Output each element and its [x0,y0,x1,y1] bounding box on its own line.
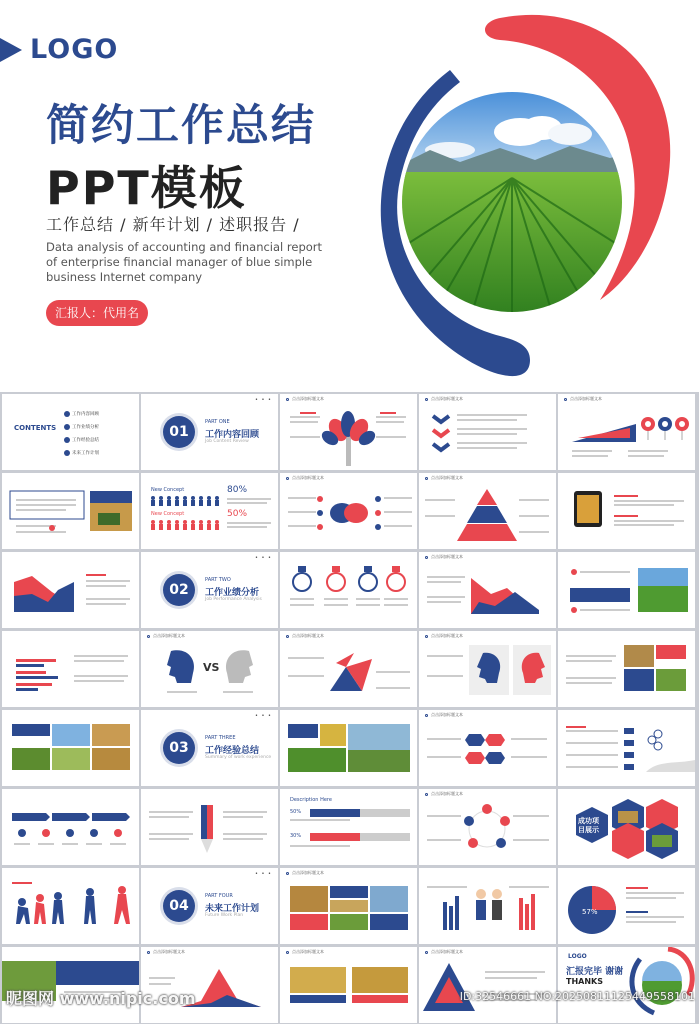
peak-area-icon [141,947,278,1023]
thumb-medals[interactable] [280,552,417,628]
cover-title-line1: 简约工作总结 [46,101,316,151]
thumb-section-02[interactable] [141,552,278,628]
thumb-section-04[interactable] [141,868,278,944]
slide-header: 点击添加标题文本 [292,396,324,401]
cover-description: Data analysis of accounting and financial report of enterprise financial manager of blue simple business Internet company [46,240,323,284]
thumb-timeline[interactable] [2,789,139,865]
section-english: Summary of work experience [205,755,272,760]
pencil-icon [141,789,278,865]
logo: LOGO [30,34,119,65]
thumb-hex-flow[interactable] [419,710,556,786]
thumb-farm-photos[interactable] [280,710,417,786]
cover-field-image [330,0,699,392]
brain-icon [280,473,417,549]
slide-header: 点击添加标题文本 [292,475,324,480]
slide-header: 点击添加标题文本 [431,475,463,480]
slide-header: 点击添加标题文本 [431,396,463,401]
cover-slide [0,0,699,392]
slide-header: 点击添加标题文本 [153,633,185,638]
watermark-left: 昵图网 www.nipic.com [6,989,196,1008]
triangle-tier-icon [419,947,556,1023]
percent-value: 50% [290,809,302,815]
toc-dot-icon [64,450,70,456]
slide-header: 点击添加标题文本 [431,554,463,559]
dots-icon: • • • [254,713,272,719]
cover-subtitle: 工作总结 / 新年计划 / 述职报告 / [46,215,300,234]
thumb-tablet[interactable] [558,473,695,549]
thumb-map-pins[interactable] [558,394,695,470]
thumb-triangle-tiers[interactable] [419,947,556,1023]
slide-header: 点击添加标题文本 [431,633,463,638]
thumb-photo-list[interactable] [558,631,695,707]
section-name: 工作业绩分析 [205,588,260,598]
slide-header: 点击添加标题文本 [292,949,324,954]
head-silhouette-icons [141,631,278,707]
thumb-wheat-photos[interactable] [280,947,417,1023]
photo-strip-icon [2,710,139,786]
triangles-icon [280,631,417,707]
thumb-triangles[interactable] [280,631,417,707]
section-english: Job Content Review [205,439,249,444]
map-pin-chart-icon [558,394,695,470]
thumb-hand-coins[interactable] [558,710,695,786]
toc-item: 工作业绩分析 [72,425,99,430]
section-number: 03 [163,732,195,764]
slide-header: 点击添加标题文本 [431,791,463,796]
toc-dot-icon [64,437,70,443]
thumb-thanks[interactable] [558,947,695,1023]
thanks-title: 汇报完毕 谢谢 [566,967,624,977]
thumb-heads-compare[interactable] [419,631,556,707]
thumb-section-01[interactable] [141,394,278,470]
toc-dot-icon [64,411,70,417]
medal-icons [280,552,417,628]
thumb-section-03[interactable] [141,710,278,786]
thumb-vs-heads[interactable] [141,631,278,707]
percent-value: 50% [227,509,248,519]
slide-header: 点击添加标题文本 [431,949,463,954]
description-label: Description Here [290,797,332,803]
percent-value: 80% [227,485,248,495]
thumb-photo-strip[interactable] [2,710,139,786]
thumb-field-banner[interactable] [2,947,139,1023]
tablet-icon [558,473,695,549]
text-and-photo-icon [2,473,139,549]
photo-grid-icon [558,631,695,707]
farm-photo-icon [280,710,417,786]
thumb-brain[interactable] [280,473,417,549]
section-part: PART ONE [205,419,230,425]
chevron-list-icon [419,394,556,470]
svg-text:57%: 57% [582,908,598,916]
thumb-people-percent[interactable] [141,473,278,549]
header-circle-icon [147,635,150,638]
dots-icon: • • • [254,397,272,403]
toc-item: 工作内容回顾 [72,412,99,417]
section-name: 工作经验总结 [205,746,260,756]
field-photo-icon [558,552,695,628]
section-number: 02 [163,574,195,606]
percent-value: 30% [290,833,302,839]
thumb-area-chart[interactable] [2,552,139,628]
slide-header: 点击添加标题文本 [570,396,602,401]
cover-title-line2: PPT模板 [46,161,247,215]
thumb-mountain-chart[interactable] [419,552,556,628]
section-number: 01 [163,416,195,448]
thanks-english: THANKS [566,977,603,986]
slide-header: 点击添加标题文本 [292,870,324,875]
success-label: 成功项目展示 [578,817,599,834]
section-part: PART FOUR [205,893,233,899]
concept-label: New Concept [151,487,185,493]
toc-dot-icon [64,424,70,430]
section-part: PART TWO [205,577,231,583]
thumb-contents[interactable] [2,394,139,470]
pie-chart-icon [558,868,695,944]
thumb-chevrons[interactable] [419,394,556,470]
logo-arrow-icon [0,38,22,62]
section-english: Job Performance Analysis [205,597,262,602]
thumb-pencil[interactable] [141,789,278,865]
reporter-badge: 汇报人：代用名 [46,300,148,326]
thumb-pyramid[interactable] [419,473,556,549]
slide-thumbnail-grid [0,392,699,1024]
concept-label: New Concept [151,511,185,517]
thumb-photo-mosaic[interactable] [280,868,417,944]
photo-mosaic-icon [280,868,417,944]
thumb-business-people[interactable] [419,868,556,944]
wheat-photo-icon [280,947,417,1023]
thumb-evolution[interactable] [2,868,139,944]
slide-header: 点击添加标题文本 [153,949,185,954]
field-banner-icon [2,947,139,1023]
timeline-icon [2,789,139,865]
horizontal-bars-icon [2,631,139,707]
section-number: 04 [163,890,195,922]
thumb-stars-circle[interactable] [419,789,556,865]
section-english: Future Work Plan [205,913,244,918]
people-row-icon [141,473,278,549]
contents-title: CONTENTS [14,424,57,432]
vs-label: VS [203,661,220,674]
star-cycle-icon [419,789,556,865]
thumb-people-rows[interactable] [280,789,417,865]
slide-header: 点击添加标题文本 [292,633,324,638]
thumb-field-photos[interactable] [558,552,695,628]
area-chart-icon [2,552,139,628]
watermark-right: ID:32546661 NO:20250811125449558101 [459,990,695,1003]
head-profile-icons [419,631,556,707]
mountain-area-icon [419,552,556,628]
evolution-figures-icon [2,868,139,944]
dots-icon: • • • [254,555,272,561]
people-rows-icon [280,789,417,865]
dots-icon: • • • [254,871,272,877]
section-name: 未来工作计划 [205,904,260,914]
tree-leaves-icon [280,394,417,470]
slide-header: 点击添加标题文本 [431,712,463,717]
hex-flow-icon [419,710,556,786]
thumb-harvester[interactable] [2,473,139,549]
toc-item: 未来工作计划 [72,451,99,456]
thumb-bar-chart[interactable] [2,631,139,707]
business-people-icon [419,868,556,944]
thumb-pie-chart[interactable] [558,868,695,944]
toc-item: 工作经验总结 [72,438,99,443]
hand-coins-icon [558,710,695,786]
section-name: 工作内容回顾 [205,430,260,440]
thumb-success-hex[interactable] [558,789,695,865]
section-part: PART THREE [205,735,236,741]
thanks-field-icon [558,947,695,1023]
thumb-tree[interactable] [280,394,417,470]
pyramid-icon [419,473,556,549]
mini-logo: LOGO [568,953,587,960]
thumb-peak-chart[interactable] [141,947,278,1023]
